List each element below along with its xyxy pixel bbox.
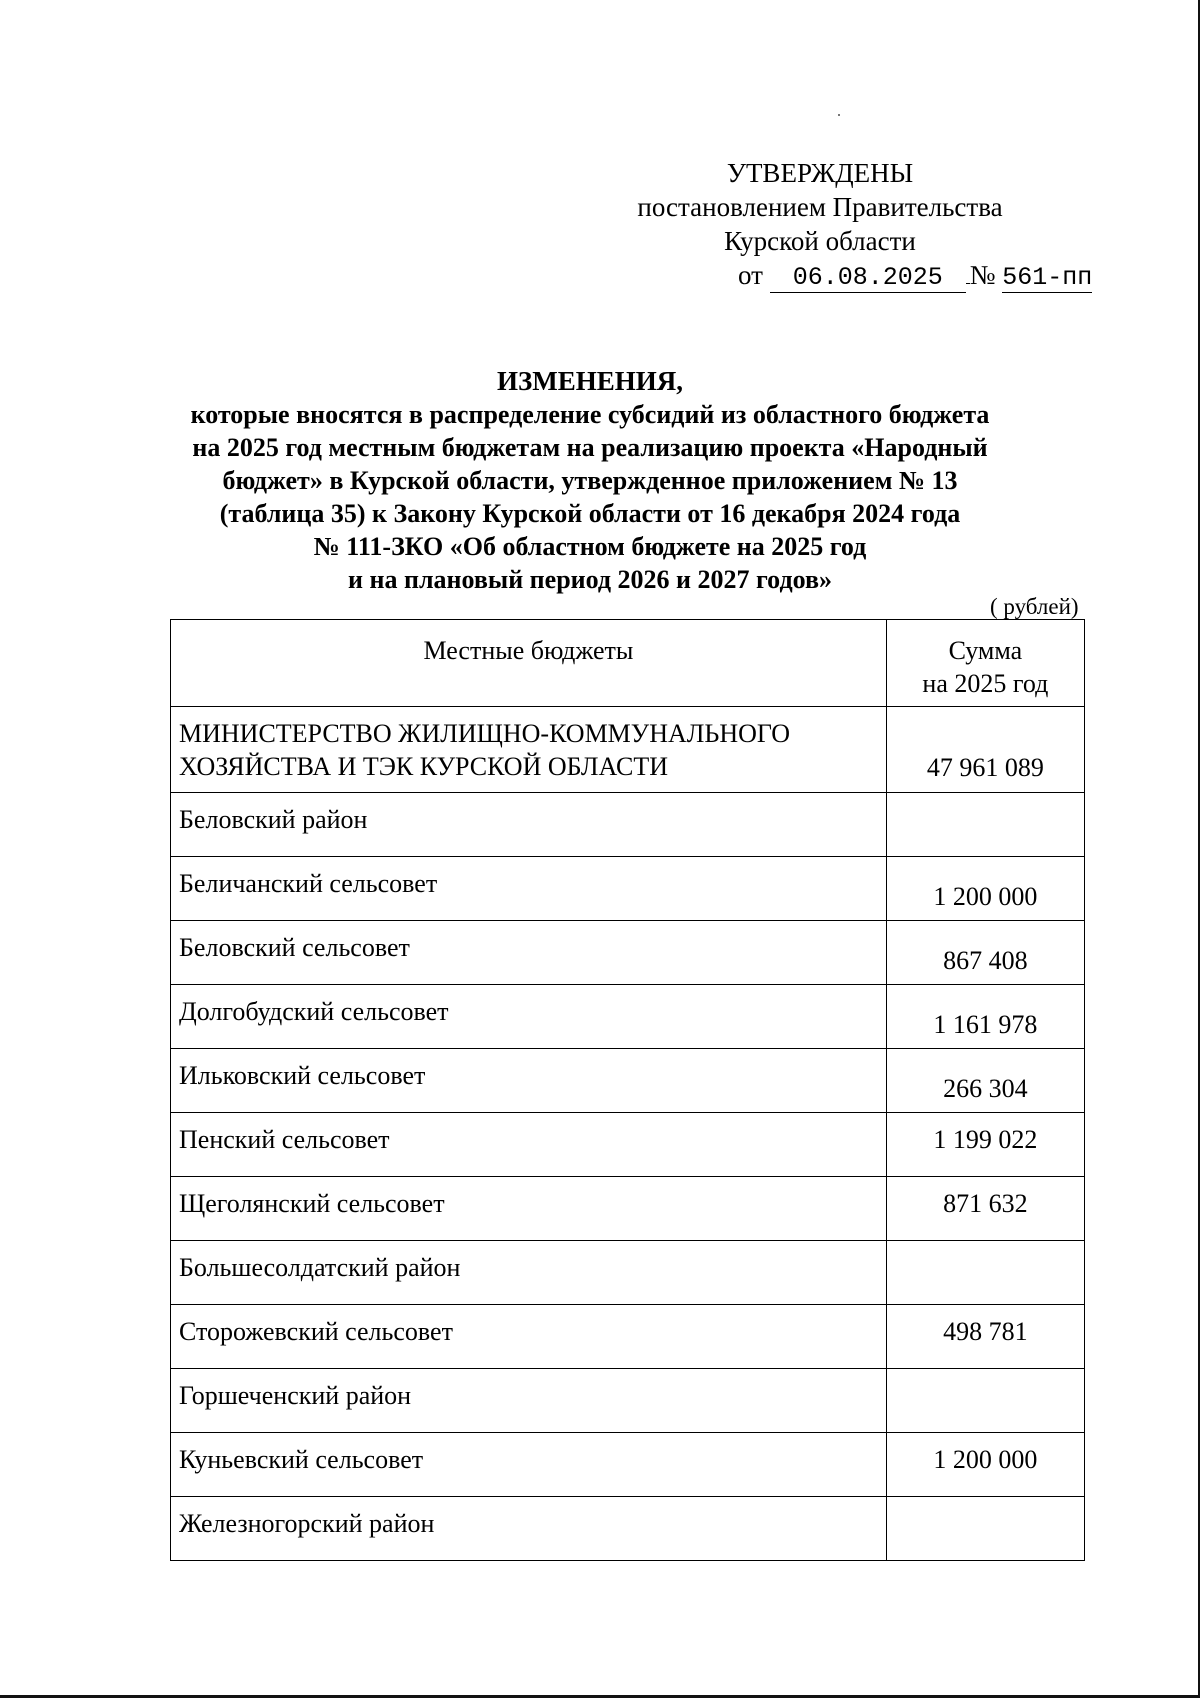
ministry-amount: 47 961 089 (886, 707, 1084, 793)
table-row (171, 1433, 1085, 1497)
approval-date-line (738, 258, 1198, 293)
header-local-budgets: Местные бюджеты (171, 620, 887, 707)
title-line: на 2025 год местным бюджетам на реализацию проекта «Народный (192, 433, 988, 462)
header-amount-line1: Сумма (948, 636, 1023, 665)
approval-line-resolution: постановлением Правительства (637, 192, 1003, 222)
table-row (171, 921, 1085, 985)
table-row (171, 1177, 1085, 1241)
ministry-name-line2: ХОЗЯЙСТВА И ТЭК КУРСКОЙ ОБЛАСТИ (179, 752, 669, 781)
row-name: Беловский сельсовет (171, 921, 887, 985)
row-name: Железногорский район (171, 1497, 887, 1561)
row-name: Щеголянский сельсовет (171, 1177, 887, 1241)
table-row (171, 793, 1085, 857)
title-line: и на плановый период 2026 и 2027 годов» (348, 565, 832, 594)
table-row (171, 857, 1085, 921)
row-amount: 1 200 000 (886, 857, 1084, 921)
approval-line-region: Курской области (724, 226, 916, 256)
row-amount (886, 1369, 1084, 1433)
row-name: Горшеченский район (171, 1369, 887, 1433)
approval-number: 561-пп (1002, 263, 1093, 292)
table-row-ministry (171, 707, 1085, 793)
row-name: Беличанский сельсовет (171, 857, 887, 921)
table-row (171, 1241, 1085, 1305)
date-prefix: от (738, 260, 763, 290)
document-title (150, 365, 1030, 596)
title-heading: ИЗМЕНЕНИЯ, (496, 366, 683, 396)
ministry-name-line1: МИНИСТЕРСТВО ЖИЛИЩНО-КОММУНАЛЬНОГО (179, 719, 791, 748)
row-name: Сторожевский сельсовет (171, 1305, 887, 1369)
title-line: (таблица 35) к Закону Курской области от 16 декабря 2024 года (219, 499, 961, 528)
row-amount (886, 793, 1084, 857)
row-name: Ильковский сельсовет (171, 1049, 887, 1113)
ministry-name (171, 707, 887, 793)
table-row (171, 1305, 1085, 1369)
row-name: Пенский сельсовет (171, 1113, 887, 1177)
row-name: Долгобудский сельсовет (171, 985, 887, 1049)
table-row (171, 985, 1085, 1049)
row-name: Большесолдатский район (171, 1241, 887, 1305)
title-line: которые вносятся в распределение субсидий из областного бюджета (190, 400, 990, 429)
row-amount: 871 632 (886, 1177, 1084, 1241)
row-amount: 1 200 000 (886, 1433, 1084, 1497)
scan-speck (838, 114, 840, 116)
title-line: № 111-ЗКО «Об областном бюджете на 2025 год (313, 532, 867, 561)
number-prefix: № (969, 260, 996, 290)
table-row (171, 1049, 1085, 1113)
row-amount (886, 1497, 1084, 1561)
row-amount: 1 161 978 (886, 985, 1084, 1049)
row-name: Беловский район (171, 793, 887, 857)
approval-status: УТВЕРЖДЕНЫ (726, 158, 914, 188)
row-amount (886, 1241, 1084, 1305)
approval-date: 06.08.2025 (770, 264, 966, 293)
table-row (171, 1369, 1085, 1433)
row-amount: 867 408 (886, 921, 1084, 985)
table-row (171, 1113, 1085, 1177)
unit-label: ( рублей) (990, 594, 1079, 619)
row-name: Куньевский сельсовет (171, 1433, 887, 1497)
row-amount: 1 199 022 (886, 1113, 1084, 1177)
row-amount: 266 304 (886, 1049, 1084, 1113)
row-amount: 498 781 (886, 1305, 1084, 1369)
title-line: бюджет» в Курской области, утвержденное приложением № 13 (222, 466, 958, 495)
header-amount (886, 620, 1084, 707)
table-header-row (171, 620, 1085, 707)
table-row (171, 1497, 1085, 1561)
subsidy-table (170, 619, 1085, 1561)
approval-stamp (637, 156, 1100, 293)
header-amount-line2: на 2025 год (922, 669, 1049, 698)
